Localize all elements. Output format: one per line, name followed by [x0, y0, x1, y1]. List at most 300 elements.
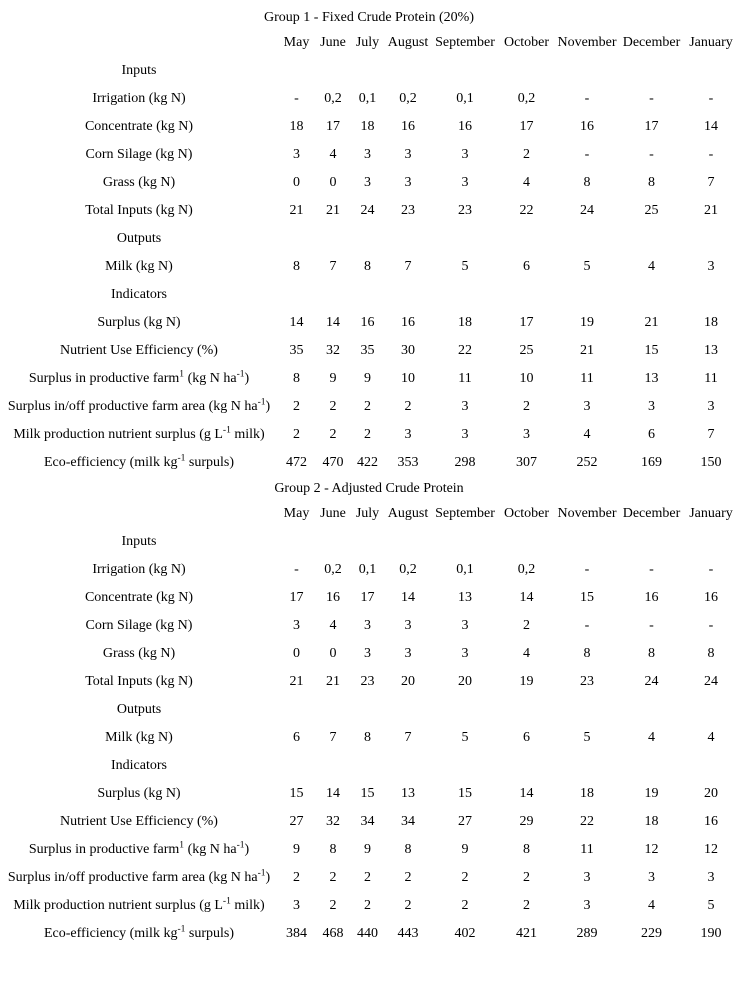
data-cell: [351, 528, 384, 556]
table-row: [0, 141, 738, 169]
data-cell: -: [294, 562, 299, 577]
row-label: Corn Silage (kg N): [85, 618, 193, 633]
data-cell: 18: [289, 119, 304, 134]
data-cell: 0,2: [399, 562, 417, 577]
data-cell: 21: [704, 203, 718, 218]
data-cell: 25: [519, 343, 534, 358]
data-cell: -: [708, 618, 714, 633]
data-cell: -: [649, 562, 654, 577]
data-cell: 19: [580, 315, 594, 330]
data-cell: -: [649, 147, 654, 162]
data-cell: 3: [583, 898, 591, 913]
row-label: Concentrate (kg N): [84, 590, 194, 605]
data-cell: [619, 57, 684, 85]
data-cell: [684, 225, 738, 253]
data-cell: 18: [580, 786, 594, 801]
data-cell: 8: [329, 842, 337, 857]
data-cell: 2: [329, 898, 337, 913]
data-cell: [555, 752, 619, 780]
data-cell: 2: [293, 870, 300, 885]
data-cell: 14: [401, 590, 415, 605]
data-cell: 16: [644, 590, 659, 605]
data-cell: 0,1: [358, 562, 377, 577]
data-cell: [498, 696, 555, 724]
table-row: [0, 780, 738, 808]
data-cell: 8: [583, 646, 591, 661]
row-label: Grass (kg N): [102, 175, 176, 190]
table-row: [0, 393, 738, 421]
data-cell: 34: [401, 814, 415, 829]
table-row: [0, 920, 738, 948]
data-cell: 17: [519, 119, 534, 134]
table-row: [0, 169, 738, 197]
table-row: [0, 612, 738, 640]
data-cell: 443: [397, 926, 419, 941]
data-cell: 24: [644, 674, 659, 689]
data-cell: 17: [326, 119, 340, 134]
data-cell: 8: [364, 259, 371, 274]
table-row: [0, 668, 738, 696]
data-cell: 2: [461, 898, 469, 913]
data-cell: 2: [404, 399, 412, 414]
data-cell: 18: [360, 119, 375, 134]
data-cell: 22: [580, 814, 594, 829]
data-cell: 3: [707, 870, 715, 885]
data-cell: 17: [360, 590, 375, 605]
data-cell: 23: [401, 203, 415, 218]
data-cell: [555, 225, 619, 253]
data-cell: [432, 752, 498, 780]
data-cell: [498, 528, 555, 556]
data-cell: 15: [580, 590, 594, 605]
data-cell: 5: [583, 259, 591, 274]
month-header-row: [0, 500, 738, 528]
data-cell: 21: [289, 674, 304, 689]
data-cell: -: [708, 147, 714, 162]
data-cell: 3: [293, 147, 300, 162]
data-cell: 2: [523, 898, 530, 913]
table-row: [0, 197, 738, 225]
data-cell: [384, 225, 432, 253]
month-header-november: November: [557, 506, 617, 521]
data-cell: 22: [519, 203, 534, 218]
data-cell: 14: [289, 315, 304, 330]
data-cell: [384, 752, 432, 780]
data-cell: 2: [523, 399, 530, 414]
data-cell: 16: [360, 315, 375, 330]
data-cell: [351, 696, 384, 724]
data-cell: 7: [404, 730, 412, 745]
data-cell: 2: [329, 870, 337, 885]
data-cell: [351, 225, 384, 253]
table-row: [0, 892, 738, 920]
month-header-january: January: [689, 506, 733, 521]
data-cell: 7: [329, 259, 337, 274]
data-cell: 11: [704, 371, 718, 386]
data-cell: [498, 57, 555, 85]
data-cell: 3: [523, 427, 530, 442]
data-cell: 17: [519, 315, 534, 330]
data-cell: 15: [458, 786, 472, 801]
data-cell: -: [649, 618, 654, 633]
data-cell: [278, 225, 315, 253]
data-cell: 3: [461, 147, 469, 162]
row-label: Nutrient Use Efficiency (%): [60, 814, 218, 829]
data-cell: 9: [364, 371, 371, 386]
data-cell: 21: [326, 674, 340, 689]
month-header-may: May: [283, 506, 310, 521]
table-row: [0, 365, 738, 393]
data-cell: 2: [523, 870, 530, 885]
data-cell: 3: [648, 870, 655, 885]
data-cell: 422: [357, 455, 378, 470]
data-cell: 190: [700, 926, 722, 941]
table-row: [0, 864, 738, 892]
data-cell: 0,1: [456, 562, 474, 577]
data-cell: 3: [707, 399, 715, 414]
data-cell: [684, 281, 738, 309]
section-label: Outputs: [116, 231, 162, 246]
data-cell: 2: [364, 399, 371, 414]
data-cell: 21: [644, 315, 659, 330]
data-cell: 3: [293, 618, 300, 633]
table-row: [0, 253, 738, 281]
data-cell: 14: [326, 786, 340, 801]
data-cell: 4: [707, 730, 715, 745]
data-cell: 7: [707, 427, 715, 442]
data-cell: [315, 57, 351, 85]
data-cell: [432, 696, 498, 724]
data-cell: 2: [364, 427, 371, 442]
data-cell: 14: [519, 786, 534, 801]
data-cell: 24: [360, 203, 375, 218]
row-label: Surplus in/off productive farm area (kg N $ha^{-1}$): [7, 397, 271, 414]
data-cell: 5: [461, 259, 469, 274]
table-row: [0, 421, 738, 449]
data-cell: 27: [289, 814, 304, 829]
data-cell: [432, 225, 498, 253]
data-cell: 8: [404, 842, 412, 857]
month-header-june: June: [320, 35, 346, 50]
data-cell: 252: [576, 455, 598, 470]
data-cell: -: [708, 562, 714, 577]
section-label: Inputs: [121, 534, 157, 549]
section-row: [0, 281, 738, 309]
data-cell: 421: [516, 926, 537, 941]
data-cell: 35: [360, 343, 375, 358]
row-label: Milk (kg N): [105, 730, 173, 745]
table-row: [0, 113, 738, 141]
section-row: [0, 57, 738, 85]
data-cell: -: [584, 618, 590, 633]
data-cell: 402: [454, 926, 476, 941]
data-cell: 13: [644, 371, 659, 386]
data-cell: 13: [401, 786, 415, 801]
data-cell: [432, 281, 498, 309]
data-cell: 9: [364, 842, 371, 857]
data-cell: [278, 528, 315, 556]
month-header-may: May: [283, 35, 310, 50]
data-cell: 21: [580, 343, 594, 358]
data-cell: [619, 752, 684, 780]
data-cell: [351, 57, 384, 85]
month-header-september: September: [435, 35, 495, 50]
data-cell: 2: [364, 870, 371, 885]
row-label: Concentrate (kg N): [84, 119, 194, 134]
data-cell: 24: [704, 674, 718, 689]
data-cell: 3: [364, 175, 371, 190]
month-header-august: August: [387, 506, 429, 521]
data-cell: 298: [454, 455, 476, 470]
table-title: Group 2 - Adjusted Crude Protein: [274, 481, 464, 496]
section-label: Outputs: [116, 702, 162, 717]
table-body: [0, 528, 738, 948]
data-cell: -: [294, 91, 299, 106]
data-cell: 4: [583, 427, 591, 442]
data-cell: 2: [461, 870, 469, 885]
data-cell: 23: [360, 674, 375, 689]
data-cell: 20: [704, 786, 718, 801]
data-cell: [619, 281, 684, 309]
table-title: Group 1 - Fixed Crude Protein (20%): [264, 10, 474, 25]
data-cell: 6: [648, 427, 655, 442]
data-cell: [619, 528, 684, 556]
data-cell: 13: [704, 343, 718, 358]
month-header-july: July: [355, 506, 380, 521]
month-header-row: [0, 29, 738, 57]
data-cell: 8: [648, 175, 655, 190]
data-cell: 4: [648, 898, 655, 913]
data-cell: 16: [458, 119, 472, 134]
data-cell: 17: [644, 119, 659, 134]
data-cell: [384, 57, 432, 85]
row-label: Total Inputs (kg N): [85, 203, 193, 218]
month-header-november: November: [557, 35, 617, 50]
data-cell: 23: [458, 203, 472, 218]
month-header-october: October: [503, 35, 550, 50]
data-cell: 2: [329, 427, 337, 442]
data-cell: 0: [293, 646, 300, 661]
data-cell: -: [649, 91, 654, 106]
data-cell: 5: [583, 730, 591, 745]
group1-section: [0, 6, 738, 477]
group2-data-table: [0, 500, 738, 948]
data-cell: 229: [641, 926, 662, 941]
data-cell: 2: [404, 870, 412, 885]
month-header-october: October: [503, 506, 550, 521]
group1-data-table: [0, 29, 738, 477]
data-cell: 22: [458, 343, 472, 358]
table-row: [0, 85, 738, 113]
section-row: [0, 752, 738, 780]
data-cell: 3: [461, 646, 469, 661]
data-cell: 3: [364, 646, 371, 661]
data-cell: [498, 225, 555, 253]
data-cell: 4: [648, 730, 655, 745]
row-label: Nutrient Use Efficiency (%): [60, 343, 218, 358]
data-cell: -: [708, 91, 714, 106]
data-cell: 3: [364, 618, 371, 633]
data-cell: 7: [329, 730, 337, 745]
table-row: [0, 337, 738, 365]
data-cell: [278, 281, 315, 309]
data-cell: 6: [523, 259, 530, 274]
data-cell: 13: [458, 590, 472, 605]
data-cell: 3: [364, 147, 371, 162]
data-cell: 4: [329, 147, 337, 162]
data-cell: 289: [576, 926, 598, 941]
data-cell: 2: [523, 618, 530, 633]
data-cell: [278, 752, 315, 780]
data-cell: 9: [461, 842, 469, 857]
data-cell: 150: [700, 455, 722, 470]
row-label: Total Inputs (kg N): [85, 674, 193, 689]
data-cell: 15: [360, 786, 375, 801]
data-cell: [684, 696, 738, 724]
data-cell: 9: [329, 371, 337, 386]
data-cell: 5: [461, 730, 469, 745]
table-row: [0, 640, 738, 668]
data-cell: 14: [704, 119, 718, 134]
data-cell: 3: [404, 427, 412, 442]
data-cell: 3: [648, 399, 655, 414]
row-label: Milk production nutrient surplus (g $L^{-1}$ milk): [13, 425, 265, 442]
data-cell: 0,2: [324, 91, 342, 106]
data-cell: 21: [289, 203, 304, 218]
row-label: Irrigation (kg N): [92, 91, 186, 106]
data-cell: [619, 225, 684, 253]
data-cell: 384: [286, 926, 307, 941]
row-label: Surplus in/off productive farm area (kg N $ha^{-1}$): [7, 868, 271, 885]
data-cell: 4: [329, 618, 337, 633]
data-cell: 3: [404, 147, 412, 162]
row-label: Grass (kg N): [102, 646, 176, 661]
row-label: Milk (kg N): [105, 259, 173, 274]
data-cell: 440: [357, 926, 378, 941]
data-cell: 0,2: [517, 562, 536, 577]
row-label: Corn Silage (kg N): [85, 147, 193, 162]
data-cell: 8: [293, 259, 300, 274]
data-cell: 18: [458, 315, 472, 330]
data-cell: [684, 752, 738, 780]
data-cell: 32: [326, 814, 340, 829]
data-cell: 11: [580, 842, 594, 857]
data-cell: 7: [404, 259, 412, 274]
data-cell: 17: [289, 590, 304, 605]
data-cell: 3: [293, 898, 300, 913]
row-label: Surplus in productive farm$^1$ (kg N $ha^{-1}$): [28, 369, 250, 386]
data-cell: 7: [707, 175, 715, 190]
data-cell: 2: [364, 898, 371, 913]
month-header-july: July: [355, 35, 380, 50]
data-cell: 3: [583, 870, 591, 885]
data-cell: [684, 528, 738, 556]
data-cell: 14: [519, 590, 534, 605]
section-label: Indicators: [111, 758, 167, 773]
data-cell: 9: [293, 842, 300, 857]
data-cell: 18: [704, 315, 718, 330]
data-cell: 34: [360, 814, 375, 829]
month-header-august: August: [387, 35, 429, 50]
data-cell: 3: [404, 618, 412, 633]
data-cell: 468: [322, 926, 344, 941]
data-cell: [432, 57, 498, 85]
data-cell: [384, 696, 432, 724]
section-row: [0, 528, 738, 556]
data-cell: [315, 528, 351, 556]
data-cell: 16: [326, 590, 340, 605]
data-cell: 4: [523, 175, 530, 190]
row-label: Surplus (kg N): [97, 315, 181, 330]
data-cell: 29: [519, 814, 534, 829]
data-cell: 2: [293, 427, 300, 442]
month-header-september: September: [435, 506, 495, 521]
data-cell: [315, 225, 351, 253]
data-cell: 472: [286, 455, 307, 470]
data-cell: 0,1: [358, 91, 377, 106]
data-cell: 8: [583, 175, 591, 190]
data-cell: 19: [644, 786, 659, 801]
data-cell: 0,2: [324, 562, 342, 577]
row-label: Surplus (kg N): [97, 786, 181, 801]
data-cell: -: [584, 562, 590, 577]
data-cell: [498, 752, 555, 780]
data-cell: 12: [704, 842, 718, 857]
month-header-january: January: [689, 35, 733, 50]
month-header-december: December: [622, 35, 681, 50]
data-cell: 2: [404, 898, 412, 913]
group2-section: [0, 477, 738, 948]
data-cell: 3: [404, 175, 412, 190]
data-cell: 2: [523, 147, 530, 162]
data-cell: 23: [580, 674, 594, 689]
data-cell: 10: [401, 371, 415, 386]
table-row: [0, 808, 738, 836]
data-cell: 20: [458, 674, 472, 689]
month-header: [0, 29, 738, 57]
data-cell: 8: [707, 646, 715, 661]
data-cell: -: [584, 91, 590, 106]
table-row: [0, 724, 738, 752]
data-cell: 14: [326, 315, 340, 330]
data-cell: 0,2: [517, 91, 536, 106]
data-cell: 16: [580, 119, 594, 134]
data-cell: 307: [516, 455, 537, 470]
data-cell: 0,2: [399, 91, 417, 106]
data-cell: 16: [401, 315, 415, 330]
data-cell: 3: [707, 259, 715, 274]
data-cell: [555, 528, 619, 556]
row-label: Irrigation (kg N): [92, 562, 186, 577]
data-cell: [384, 528, 432, 556]
row-label: Eco-efficiency (milk $kg^{-1}$ surpuls): [43, 453, 235, 470]
data-cell: [384, 281, 432, 309]
data-cell: 0: [293, 175, 300, 190]
table-body: [0, 57, 738, 477]
data-cell: 3: [461, 427, 469, 442]
data-cell: 21: [326, 203, 340, 218]
data-cell: 353: [397, 455, 419, 470]
data-cell: 19: [519, 674, 534, 689]
data-cell: 4: [648, 259, 655, 274]
data-cell: 35: [289, 343, 304, 358]
data-cell: 27: [458, 814, 472, 829]
data-cell: 0,1: [456, 91, 474, 106]
table-row: [0, 556, 738, 584]
section-row: [0, 696, 738, 724]
data-cell: 16: [704, 814, 718, 829]
section-label: Inputs: [121, 63, 157, 78]
